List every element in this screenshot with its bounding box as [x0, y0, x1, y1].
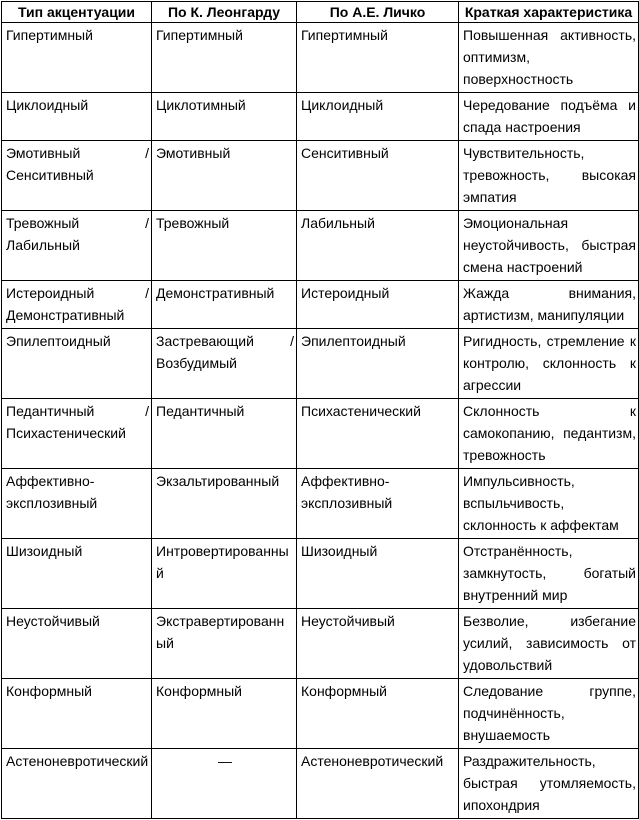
cell-lichko: Лабильный — [297, 211, 459, 281]
cell-brief-characteristic: Безволие, избегание усилий, зависимость от удовольствий — [459, 609, 639, 679]
header-cell-lichko: По А.Е. Личко — [297, 2, 459, 23]
cell-brief-characteristic: Эмоциональная неустойчивость, быстрая смена настроений — [459, 211, 639, 281]
cell-leonhard: Экзальтированный — [152, 469, 297, 539]
cell-lichko: Аффективно-эксплозивный — [297, 469, 459, 539]
cell-brief-characteristic: Отстранённость, замкнутость, богатый внутренний мир — [459, 539, 639, 609]
table-row — [2, 539, 639, 609]
table-row — [2, 749, 639, 819]
table-row — [2, 23, 639, 93]
cell-accentuation-type: Астеноневротический — [2, 749, 152, 819]
table-row — [2, 609, 639, 679]
cell-brief-characteristic: Склонность к самокопанию, педантизм, тревожность — [459, 399, 639, 469]
table-header — [2, 2, 639, 23]
table-row — [2, 141, 639, 211]
cell-lichko: Эпилептоидный — [297, 329, 459, 399]
cell-leonhard: — — [152, 749, 297, 819]
cell-lichko: Неустойчивый — [297, 609, 459, 679]
cell-accentuation-type: Неустойчивый — [2, 609, 152, 679]
cell-lichko: Шизоидный — [297, 539, 459, 609]
cell-lichko: Психастенический — [297, 399, 459, 469]
cell-accentuation-type: Тревожный / Лабильный — [2, 211, 152, 281]
table-row — [2, 469, 639, 539]
header-cell-accentuation-type: Тип акцентуации — [2, 2, 152, 23]
header-row — [2, 2, 639, 23]
table-row — [2, 679, 639, 749]
cell-brief-characteristic: Следование группе, подчинённость, внушаемость — [459, 679, 639, 749]
table-body — [2, 23, 639, 819]
cell-brief-characteristic: Раздражительность, быстрая утомляемость, ипохондрия — [459, 749, 639, 819]
cell-accentuation-type: Педантичный / Психастенический — [2, 399, 152, 469]
cell-leonhard: Экстравертированный — [152, 609, 297, 679]
cell-accentuation-type: Эмотивный / Сенситивный — [2, 141, 152, 211]
cell-leonhard: Демонстративный — [152, 281, 297, 329]
cell-brief-characteristic: Жажда внимания, артистизм, манипуляции — [459, 281, 639, 329]
table-row — [2, 329, 639, 399]
cell-leonhard: Застревающий / Возбудимый — [152, 329, 297, 399]
cell-accentuation-type: Конформный — [2, 679, 152, 749]
cell-accentuation-type: Гипертимный — [2, 23, 152, 93]
cell-brief-characteristic: Ригидность, стремление к контролю, склонность к агрессии — [459, 329, 639, 399]
cell-accentuation-type: Эпилептоидный — [2, 329, 152, 399]
table-row — [2, 399, 639, 469]
cell-brief-characteristic: Повышенная активность, оптимизм, поверхностность — [459, 23, 639, 93]
table-row — [2, 281, 639, 329]
cell-leonhard: Гипертимный — [152, 23, 297, 93]
cell-lichko: Гипертимный — [297, 23, 459, 93]
cell-leonhard: Циклотимный — [152, 93, 297, 141]
cell-leonhard: Тревожный — [152, 211, 297, 281]
header-cell-brief-characteristic: Краткая характеристика — [459, 2, 639, 23]
cell-brief-characteristic: Импульсивность, вспыльчивость, склонность к аффектам — [459, 469, 639, 539]
cell-leonhard: Эмотивный — [152, 141, 297, 211]
cell-leonhard: Интровертированный — [152, 539, 297, 609]
cell-accentuation-type: Истероидный / Демонстративный — [2, 281, 152, 329]
cell-accentuation-type: Шизоидный — [2, 539, 152, 609]
cell-lichko: Конформный — [297, 679, 459, 749]
cell-lichko: Астеноневротический — [297, 749, 459, 819]
header-cell-leonhard: По К. Леонгарду — [152, 2, 297, 23]
accentuation-types-table — [1, 1, 639, 819]
cell-accentuation-type: Аффективно-эксплозивный — [2, 469, 152, 539]
document-page — [0, 1, 639, 819]
cell-lichko: Сенситивный — [297, 141, 459, 211]
table-row — [2, 211, 639, 281]
cell-brief-characteristic: Чувствительность, тревожность, высокая эмпатия — [459, 141, 639, 211]
cell-leonhard: Конформный — [152, 679, 297, 749]
cell-leonhard: Педантичный — [152, 399, 297, 469]
cell-lichko: Циклоидный — [297, 93, 459, 141]
cell-brief-characteristic: Чередование подъёма и спада настроения — [459, 93, 639, 141]
table-row — [2, 93, 639, 141]
cell-accentuation-type: Циклоидный — [2, 93, 152, 141]
cell-lichko: Истероидный — [297, 281, 459, 329]
